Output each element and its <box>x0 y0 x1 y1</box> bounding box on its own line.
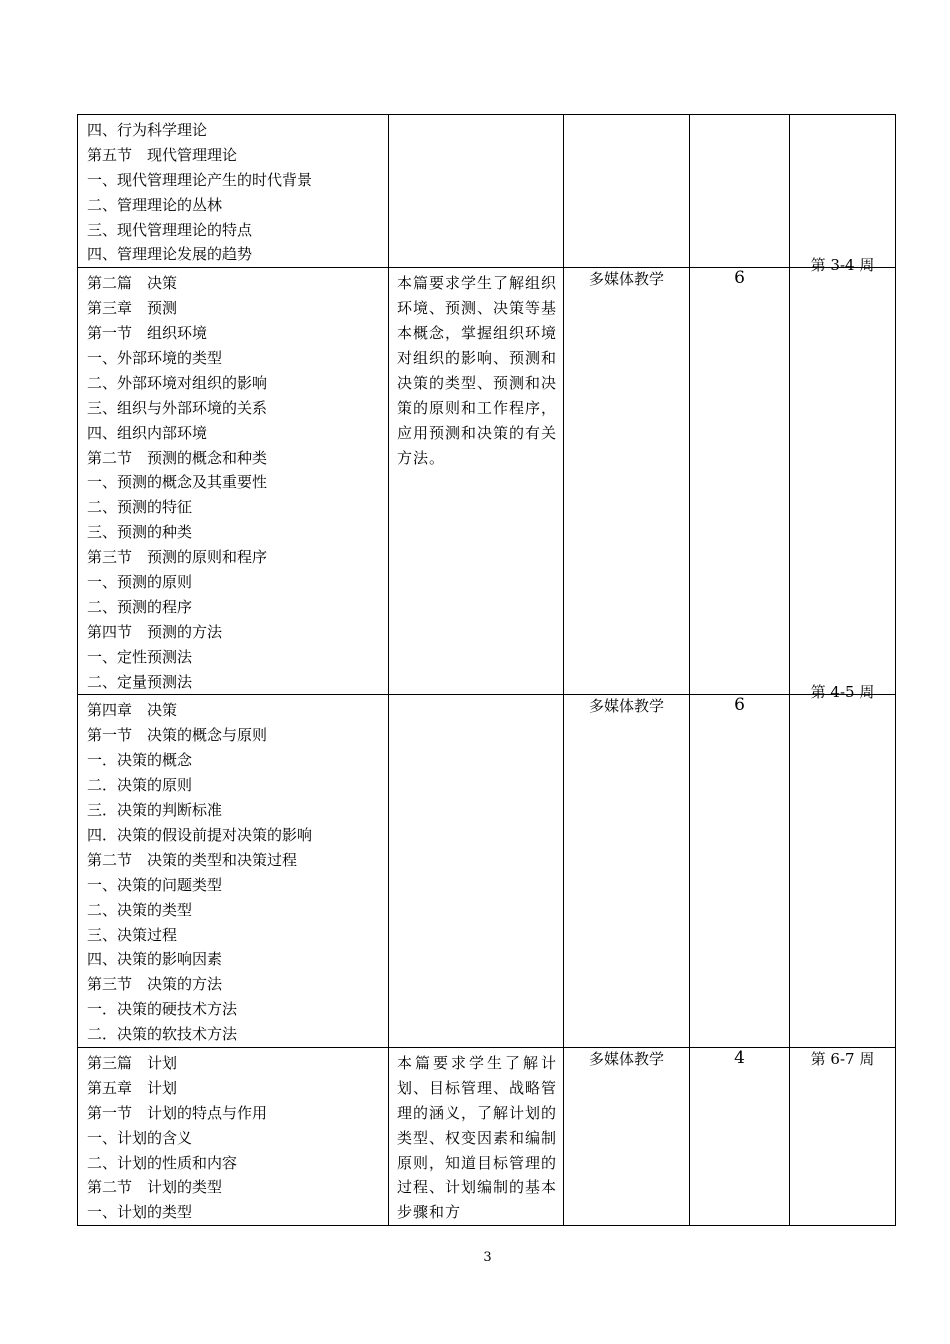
content-list <box>78 695 388 1046</box>
week-cell <box>790 1047 896 1225</box>
content-cell <box>78 1047 389 1225</box>
content-line: 四．决策的假设前提对决策的影响 <box>87 825 313 844</box>
week-cell <box>790 115 896 268</box>
requirement-text <box>389 115 563 118</box>
method-cell: 多媒体教学 <box>564 695 690 1047</box>
content-line: 二、预测的特征 <box>87 498 193 517</box>
requirement-text <box>389 695 563 698</box>
hours-cell: 6 <box>690 268 790 695</box>
content-line: 四、组织内部环境 <box>87 423 208 442</box>
content-line: 一．决策的概念 <box>87 751 193 770</box>
method-cell: 多媒体教学 <box>564 1047 690 1225</box>
content-line: 三、预测的种类 <box>87 523 193 542</box>
table-row <box>78 695 896 1047</box>
content-line: 第一节 组织环境 <box>87 324 208 343</box>
content-line: 第三篇 计划 <box>87 1053 178 1072</box>
requirement-cell <box>389 695 564 1047</box>
requirement-cell <box>389 1047 564 1225</box>
content-line: 二．决策的软技术方法 <box>87 1025 238 1044</box>
content-line: 四、行为科学理论 <box>87 121 208 139</box>
content-line: 二．决策的原则 <box>87 776 193 795</box>
content-line: 一．决策的硬技术方法 <box>87 1000 238 1019</box>
table-row <box>78 1047 896 1225</box>
content-line: 一、决策的问题类型 <box>87 875 223 894</box>
content-line: 二、计划的性质和内容 <box>87 1153 238 1172</box>
content-line: 一、计划的类型 <box>87 1203 193 1222</box>
content-line: 二、定量预测法 <box>87 672 193 691</box>
week-cell <box>790 683 896 1047</box>
method-cell: 多媒体教学 <box>564 268 690 695</box>
content-line: 三、组织与外部环境的关系 <box>87 398 268 417</box>
content-line: 第五章 计划 <box>87 1078 178 1097</box>
content-line: 第三节 预测的原则和程序 <box>87 548 268 567</box>
week-text: 第 3-4 周 <box>810 256 875 275</box>
content-cell <box>78 268 389 695</box>
content-line: 一、计划的含义 <box>87 1128 193 1147</box>
week-text: 第 6-7 周 <box>810 1049 875 1068</box>
week-text: 第 4-5 周 <box>810 683 875 702</box>
hours-cell: 4 <box>690 1047 790 1225</box>
content-line: 一、预测的概念及其重要性 <box>87 473 268 492</box>
content-line: 四、管理理论发展的趋势 <box>87 245 253 264</box>
content-list <box>78 268 388 694</box>
content-line: 一、外部环境的类型 <box>87 349 223 368</box>
content-line: 第三章 预测 <box>87 299 178 318</box>
content-line: 第一节 决策的概念与原则 <box>87 726 268 745</box>
content-line: 二、预测的程序 <box>87 597 193 616</box>
requirement-cell <box>389 268 564 695</box>
content-line: 三、决策过程 <box>87 925 178 944</box>
requirement-text: 本篇要求学生了解计划、目标管理、战略管理的涵义，了解计划的类型、权变因素和编制原则，知道目标管理的过程、计划编制的基本步骤和方 <box>397 1053 558 1222</box>
content-line: 第三节 决策的方法 <box>87 975 223 994</box>
requirement-text: 本篇要求学生了解组织环境、预测、决策等基本概念，掌握组织环境对组织的影响、预测和决策的类型、预测和决策的原则和工作程序，应用预测和决策的有关方法。 <box>397 274 558 467</box>
content-line: 第二篇 决策 <box>87 274 178 293</box>
week-cell <box>790 256 896 695</box>
table-row <box>78 268 896 695</box>
content-line: 第二节 预测的概念和种类 <box>87 448 268 467</box>
content-list <box>78 115 388 267</box>
content-line: 第一节 计划的特点与作用 <box>87 1103 268 1122</box>
content-line: 二、外部环境对组织的影响 <box>87 373 268 392</box>
content-list <box>78 1048 388 1225</box>
content-line: 第四章 决策 <box>87 701 178 720</box>
content-line: 一、预测的原则 <box>87 573 193 592</box>
syllabus-table <box>77 114 896 1226</box>
table-row <box>78 115 896 268</box>
content-line: 三．决策的判断标准 <box>87 801 223 820</box>
content-line: 一、定性预测法 <box>87 647 193 666</box>
hours-cell: 6 <box>690 695 790 1047</box>
page-number: 3 <box>483 1250 492 1265</box>
content-line: 第二节 决策的类型和决策过程 <box>87 850 298 869</box>
content-line: 三、现代管理理论的特点 <box>87 220 253 239</box>
content-line: 一、现代管理理论产生的时代背景 <box>87 170 313 189</box>
content-line: 第二节 计划的类型 <box>87 1178 223 1197</box>
content-cell <box>78 115 389 268</box>
content-line: 二、管理理论的丛林 <box>87 195 223 214</box>
hours-cell <box>690 115 790 268</box>
content-cell <box>78 695 389 1047</box>
content-line: 四、决策的影响因素 <box>87 950 223 969</box>
requirement-cell <box>389 115 564 268</box>
content-line: 第五节 现代管理理论 <box>87 145 238 164</box>
content-line: 二、决策的类型 <box>87 900 193 919</box>
content-line: 第四节 预测的方法 <box>87 622 223 641</box>
method-cell <box>564 115 690 268</box>
